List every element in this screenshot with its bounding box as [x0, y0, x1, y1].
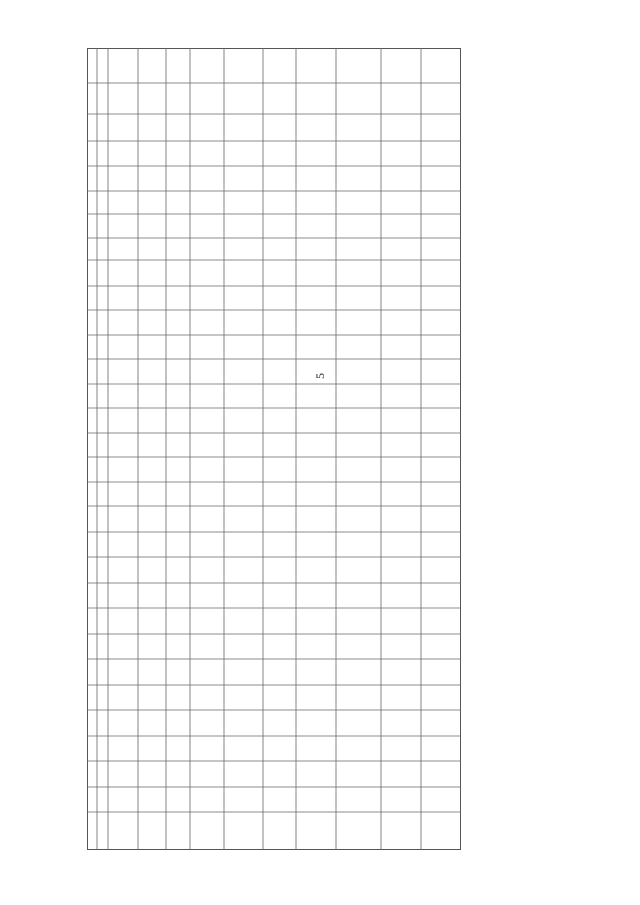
- page-number: 5: [313, 373, 327, 379]
- rotated-table: [87, 48, 461, 850]
- table-grid: [87, 48, 461, 850]
